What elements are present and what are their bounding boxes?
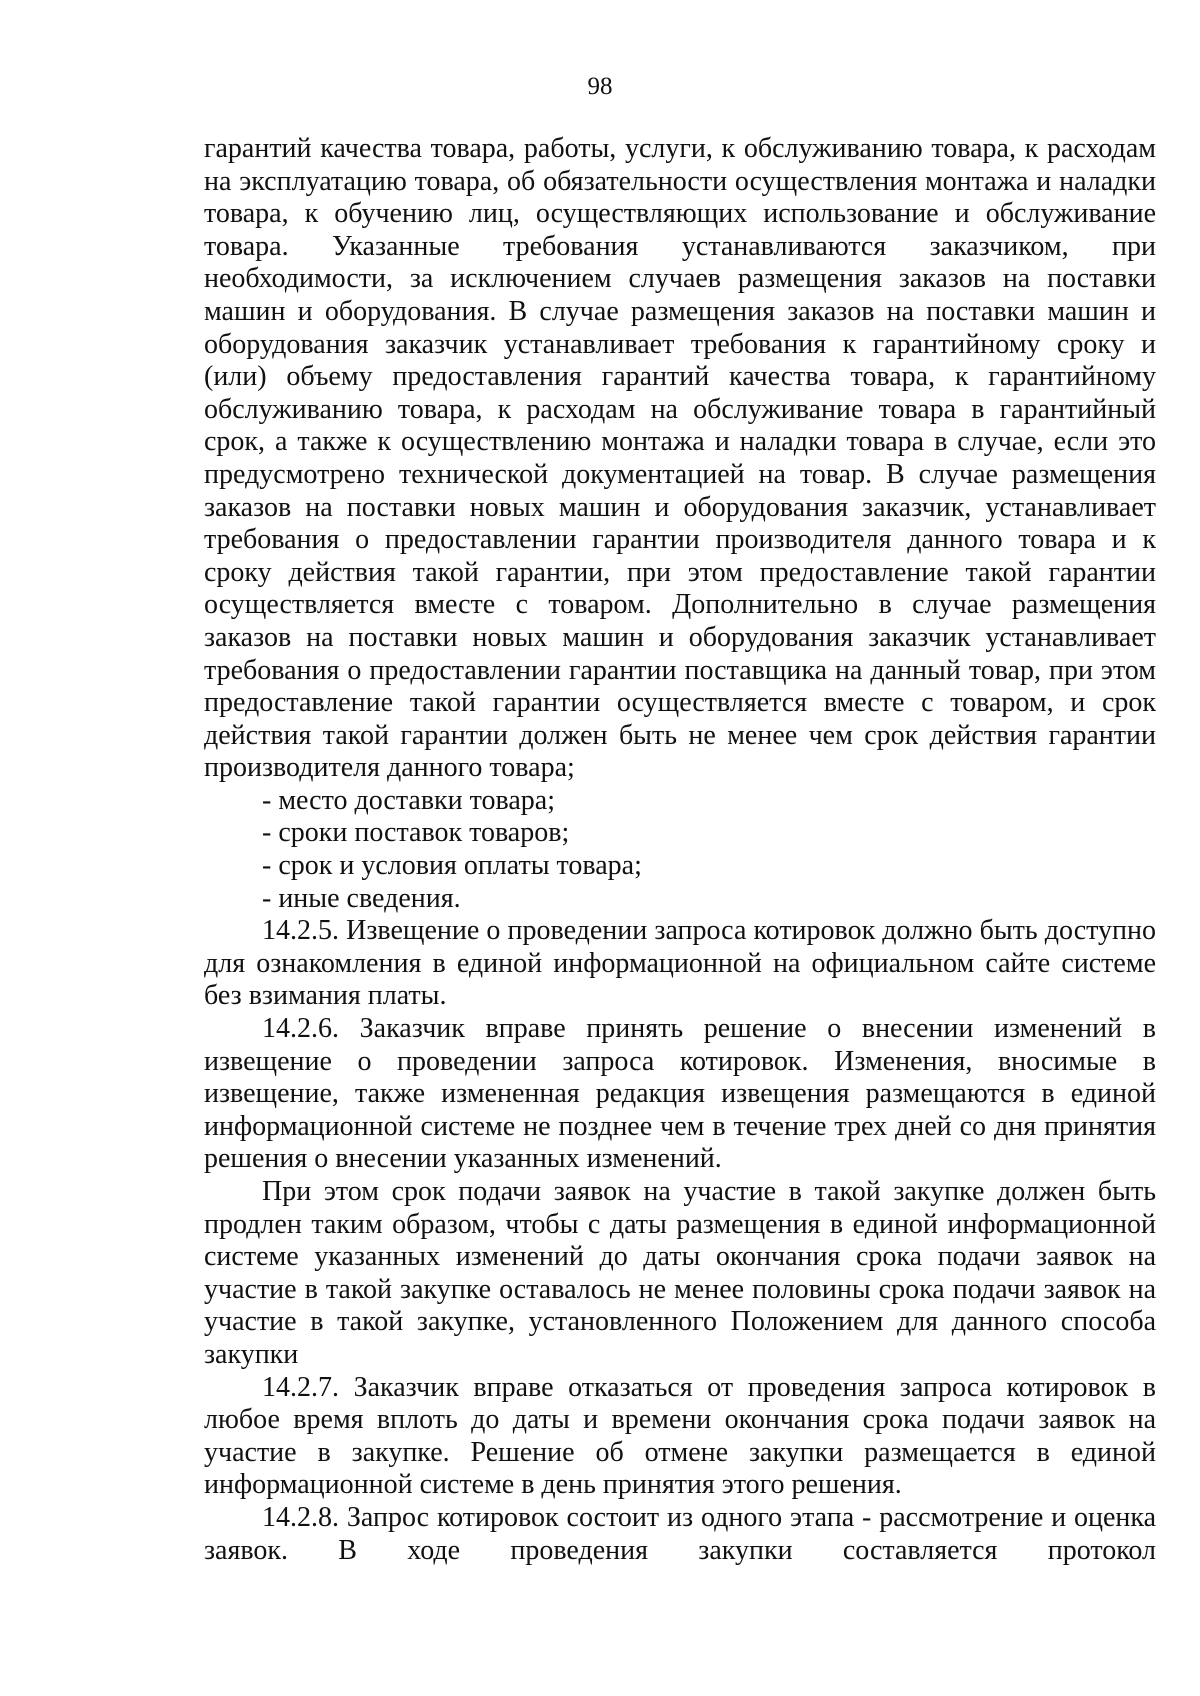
paragraph-14-2-5: 14.2.5. Извещение о проведении запроса котировок должно быть доступно для ознакомления в единой информационной на официальном сайте системе без взимания платы. [204,915,1156,1012]
page-number: 98 [587,73,613,100]
document-body [204,133,1156,1567]
list-item-payment-terms: - срок и условия оплаты товара; [262,850,642,882]
list-item-other-info: - иные сведения. [262,882,461,914]
paragraph-warranty-requirements: гарантий качества товара, работы, услуги, к обслуживанию товара, к расходам на эксплуатацию товара, об обязательности осуществления монтажа и наладки товара, к обучению лиц, осуществляющих использование и обслуживание товара. Указанные требования устанавливаются заказчиком, при необходимости, за исключением случаев размещения заказов на поставки машин и оборудования. В случае размещения заказов на поставки машин и оборудования заказчик устанавливает требования к гарантийному сроку и (или) объему предоставления гарантий качества товара, к гарантийному обслуживанию товара, к расходам на обслуживание товара в гарантийный срок, а также к осуществлению монтажа и наладки товара в случае, если это предусмотрено технической документацией на товар. В случае размещения заказов на поставки новых машин и оборудования заказчик, устанавливает требования о предоставлении гарантии производителя данного товара и к сроку действия такой гарантии, при этом предоставление такой гарантии осуществляется вместе с товаром. Дополнительно в случае размещения заказов на поставки новых машин и оборудования заказчик устанавливает требования о предоставлении гарантии поставщика на данный товар, при этом предоставление такой гарантии осуществляется вместе с товаром, и срок действия такой гарантии должен быть не менее чем срок действия гарантии производителя данного товара; [204,133,1156,784]
paragraph-14-2-7: 14.2.7. Заказчик вправе отказаться от проведения запроса котировок в любое время вплоть до даты и времени окончания срока подачи заявок на участие в закупке. Решение об отмене закупки размещается в единой информационной системе в день принятия этого решения. [204,1371,1156,1501]
paragraph-14-2-6: 14.2.6. Заказчик вправе принять решение о внесении изменений в извещение о проведении запроса котировок. Изменения, вносимые в извещение, также измененная редакция извещения размещаются в единой информационной системе не позднее чем в течение трех дней со дня принятия решения о внесении указанных изменений. [204,1013,1156,1175]
paragraph-deadline-extension: При этом срок подачи заявок на участие в такой закупке должен быть продлен таким образом, чтобы с даты размещения в единой информационной системе указанных изменений до даты окончания срока подачи заявок на участие в такой закупке оставалось не менее половины срока подачи заявок на участие в такой закупке, установленного Положением для данного способа закупки [204,1176,1156,1370]
list-item-delivery-place: - место доставки товара; [262,784,556,816]
list-item-delivery-terms: - сроки поставок товаров; [262,817,570,849]
paragraph-14-2-8: 14.2.8. Запрос котировок состоит из одного этапа - рассмотрение и оценка заявок. В ходе проведения закупки составляется протокол [204,1501,1156,1566]
